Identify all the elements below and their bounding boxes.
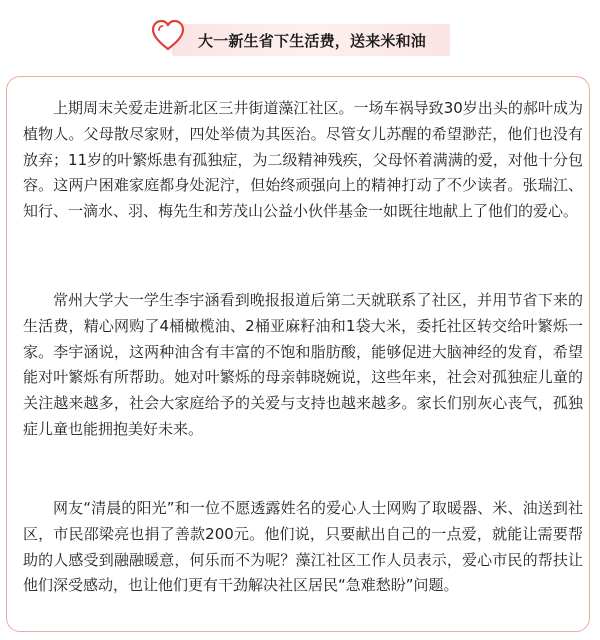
section-header (150, 18, 450, 56)
page-title: 大一新生省下生活费，送来米和油 (198, 32, 427, 50)
heart-icon (150, 18, 186, 54)
article-card (6, 76, 590, 632)
article-paragraph: 常州大学大一学生李宇涵看到晚报报道后第二天就联系了社区，并用节省下来的生活费，精心网购了4桶橄榄油、2桶亚麻籽油和1袋大米，委托社区转交给叶繁烁一家。李宇涵说，这两种油含有丰富的不饱和脂肪酸，能够促进大脑神经的发育，希望能对叶繁烁有所帮助。她对叶繁烁的母亲韩晓婉说，这些年来，社会对孤独症儿童的关注越来越多，社会大家庭给予的关爱与支持也越来越多。家长们别灰心丧气，孤独症儿童也能拥抱美好未来。 (23, 291, 583, 438)
article-paragraph: 上期周末关爱走进新北区三井街道藻江社区。一场车祸导致30岁出头的郝叶成为植物人。父母散尽家财，四处举债为其医治。尽管女儿苏醒的希望渺茫，他们也没有放弃；11岁的叶繁烁患有孤独症，为二级精神残疾，父母怀着满满的爱，对他十分包容。这两户困难家庭都身处泥泞，但始终顽强向上的精神打动了不少读者。张瑞江、知行、一滴水、羽、梅先生和芳茂山公益小伙伴基金一如既往地献上了他们的爱心。 (23, 99, 583, 221)
article-paragraph: 网友“清晨的阳光”和一位不愿透露姓名的爱心人士网购了取暖器、米、油送到社区，市民邵梁亮也捐了善款200元。他们说，只要献出自己的一点爱，就能让需要帮助的人感受到融融暖意，何乐而不为呢？藻江社区工作人员表示，爱心市民的帮扶让他们深受感动，也让他们更有干劲解决社区居民“急难愁盼”问题。 (23, 499, 583, 595)
